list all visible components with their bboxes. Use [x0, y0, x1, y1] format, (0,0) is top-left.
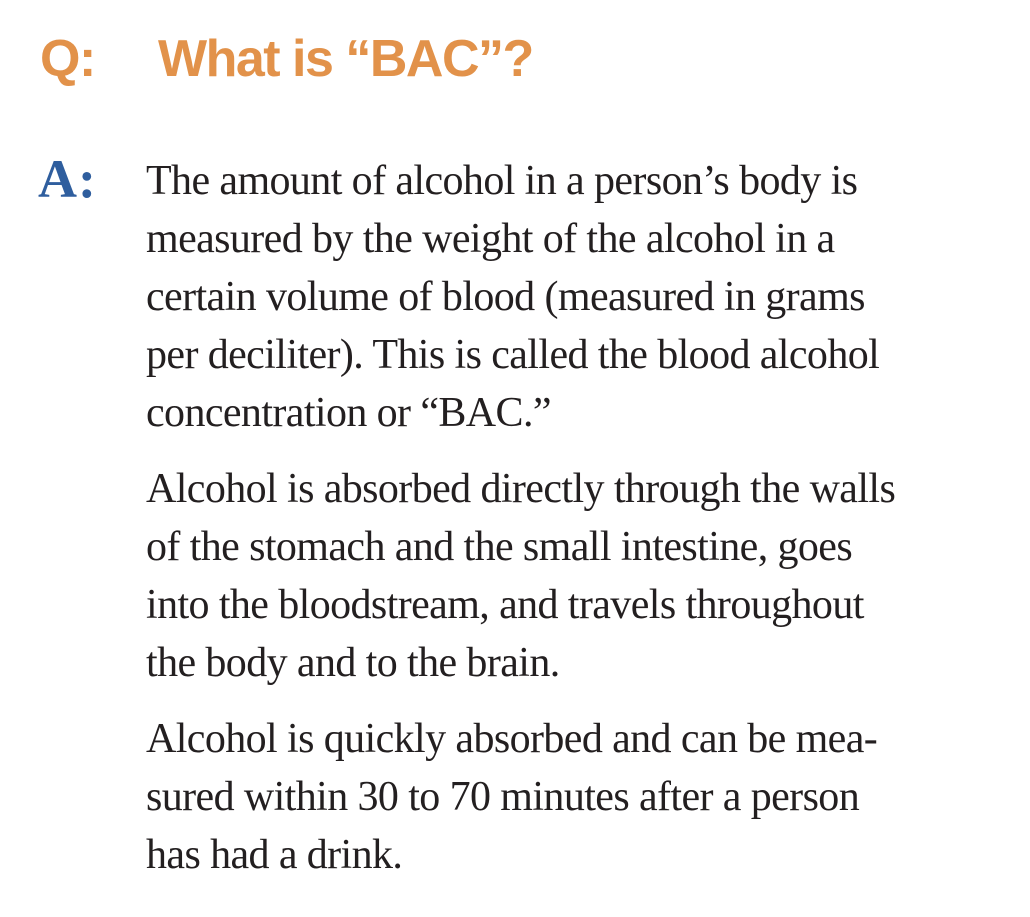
paragraph-line: of the stomach and the small intestine, goes	[146, 524, 853, 570]
paragraph-line: the body and to the brain.	[146, 640, 560, 686]
paragraph-line: per deciliter). This is called the blood alcohol	[146, 332, 880, 378]
paragraph-line: Alcohol is absorbed directly through the walls	[146, 466, 896, 512]
answer-paragraph	[146, 710, 1006, 884]
answer-paragraph	[146, 460, 1006, 692]
question-label: Q:	[40, 30, 95, 88]
paragraph-line: measured by the weight of the alcohol in a	[146, 216, 835, 262]
paragraph-line: The amount of alcohol in a person’s body is	[146, 158, 858, 204]
question-heading	[40, 26, 533, 92]
paragraph-line: certain volume of blood (measured in grams	[146, 274, 865, 320]
answer-label: A:	[38, 149, 97, 209]
paragraph-line: Alcohol is quickly absorbed and can be mea-	[146, 716, 878, 762]
answer-paragraph	[146, 152, 1006, 442]
paragraph-line: sured within 30 to 70 minutes after a person	[146, 774, 860, 820]
answer-body	[146, 152, 1006, 902]
paragraph-line: concentration or “BAC.”	[146, 390, 551, 436]
paragraph-line: into the bloodstream, and travels throughout	[146, 582, 864, 628]
paragraph-line: has had a drink.	[146, 832, 403, 878]
question-text: What is “BAC”?	[158, 30, 533, 88]
